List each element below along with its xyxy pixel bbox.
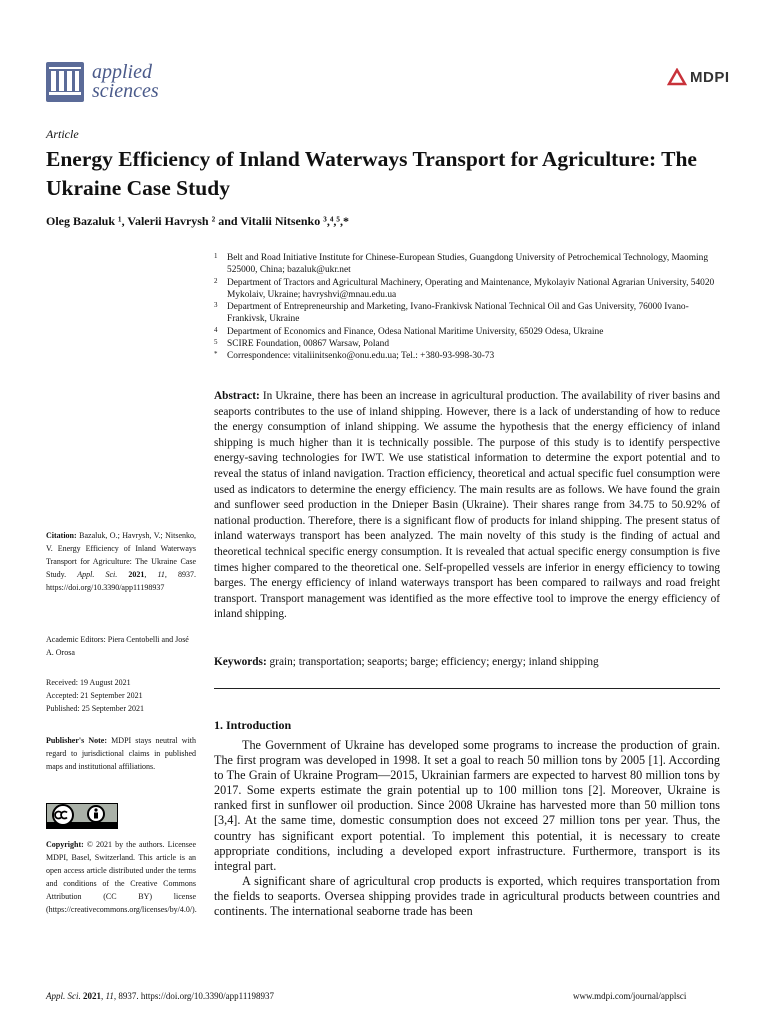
affiliation-item: [214, 301, 719, 326]
correspondence-item: [214, 350, 719, 362]
abstract-label: Abstract:: [214, 390, 260, 402]
affiliation-number: 4: [214, 325, 218, 334]
affiliation-item: [214, 252, 719, 277]
author-list: Oleg Bazaluk ¹, Valerii Havrysh ² and Vitalii Nitsenko ³,⁴,⁵,*: [46, 214, 350, 228]
copyright-block: [46, 838, 196, 916]
cc-by-badge[interactable]: [46, 803, 118, 834]
journal-name-line1: applied: [92, 61, 152, 83]
publisher-note: [46, 734, 196, 773]
publisher-note-text: MDPI stays neutral with regard to jurisdictional claims in published maps and institutional affiliations.: [46, 736, 197, 771]
citation-label: Citation:: [46, 531, 77, 540]
affiliation-number: 1: [214, 252, 218, 260]
accepted-date: Accepted: 21 September 2021: [46, 691, 143, 700]
affiliation-number: 3: [214, 301, 218, 310]
citation-year: 2021: [128, 570, 145, 579]
affiliation-number: 5: [214, 338, 218, 347]
journal-name-line2: sciences: [92, 80, 159, 102]
editors-names: Piera Centobelli and José A. Orosa: [46, 635, 189, 657]
section-heading: 1. Introduction: [214, 718, 292, 732]
publisher-logo: [667, 68, 730, 86]
footer-year: 2021: [83, 991, 101, 1001]
article-type: Article: [46, 127, 79, 141]
affiliation-number: *: [214, 350, 218, 359]
abstract-text: In Ukraine, there has been an increase in agricultural production. The availability of river basins and seaports contributes to the use of inland shipping. However, there is a lack of understanding of how to reduce the energy consumption of inland shipping. We assume the hypothesis that the energy efficiency of inland shipping is much higher than it is technically possible. The purpose of this study is to identify perspective energy-saving technologies for IWT. We use statistical information to determine the export potential and to reveal the status of inland navigation. Traction efficiency, theoretical and actual specific fuel consumption were used as indicators to determine the energy efficiency. The main results are as follows. We have found the grain and sunflower seed production in the Dnieper Basin (Ukraine). Their shares range from 34.75 to 50.92% of national production. Therefore, there is a significant flow of products for inland shipping. The present status of inland waterways transport has been analyzed. The main novelty of this study is the finding of actual and theoretical technical specific energy consumption. It is revealed that actual specific energy consumption is five times higher compared to the theoretical one. Self-propelled vessels are inferior in energy efficiency to towing barges. The energy efficiency of inland waterways transport has been compared to railways and road freight transport. Transport management was identified as the more effective tool to improve the energy efficiency of inland shipping.: [214, 390, 720, 621]
keywords: [214, 656, 720, 668]
affiliation-text: Department of Entrepreneurship and Marketing, Ivano-Frankivsk National Technical Oil and Gas University, 76000 Ivano-Frankivsk, Ukraine: [227, 302, 689, 325]
introduction-body: [214, 738, 720, 919]
journal-name: [92, 63, 159, 101]
affiliation-text: Department of Economics and Finance, Odesa National Maritime University, 65029 Odesa, Ukraine: [227, 326, 604, 337]
academic-editors: [46, 633, 196, 659]
affiliation-text: SCIRE Foundation, 00867 Warsaw, Poland: [227, 339, 390, 350]
footer-doi[interactable]: , 8937. https://doi.org/10.3390/app11198937: [113, 991, 275, 1001]
copyright-text: © 2021 by the authors. Licensee MDPI, Basel, Switzerland. This article is an open access article distributed under the terms and conditions of the Creative Commons Attribution (CC BY) license (https://creativecommons.org/licenses/by/4.0/).: [46, 840, 197, 914]
affiliation-item: [214, 338, 719, 350]
applied-sciences-logo-icon: [46, 62, 84, 102]
footer-journal-url[interactable]: www.mdpi.com/journal/applsci: [573, 991, 687, 1001]
affiliation-text: Belt and Road Initiative Institute for Chinese-European Studies, Guangdong University of Petrochemical Technology, Maoming 525000, China; bazaluk@ukr.net: [227, 253, 709, 276]
citation-text: Bazaluk, O.; Havrysh, V.; Nitsenko, V. Energy Efficiency of Inland Waterways Transport for Agriculture: The Ukraine Case Study.: [46, 531, 197, 579]
footer-volume: 11: [105, 991, 114, 1001]
affiliation-number: 2: [214, 276, 218, 285]
affiliation-item: [214, 326, 719, 338]
affiliation-text: Department of Tractors and Agricultural Machinery, Operating and Maintenance, Mykolayiv National Agrarian University, 54020 Mykolaiv, Ukraine; havryshvi@mnau.edu.ua: [227, 277, 715, 300]
abstract: [214, 389, 720, 623]
received-date: Received: 19 August 2021: [46, 678, 131, 687]
affiliation-item: [214, 277, 719, 302]
creative-commons-icon: [46, 803, 118, 829]
section-divider: [214, 688, 720, 689]
paragraph: A significant share of agricultural crop products is exported, which requires transportation from the fields to seaports. Oversea shipping provides trade in agricultural products between countries and continents. The international seaborne trade has been: [214, 873, 720, 919]
keywords-label: Keywords:: [214, 656, 267, 668]
publication-dates: [46, 676, 196, 715]
affiliations: [214, 252, 719, 363]
paragraph: The Government of Ukraine has developed some programs to increase the production of grain. The first program was developed in 1998. It set a goal to reach 50 million tons by 2005 [1]. According to The Grain of Ukraine Program—2015, Ukrainian farmers are expected to harvest 80 million tons by 2017. Some experts estimate the grain potential up to 100 million tons [2]. Moreover, Ukraine is ranked first in sunflower oil production. Since 2008 Ukraine has harvested more than 50 million tons [3,4]. At the same time, domestic consumption does not exceed 27 million tons per year. Thus, the country has significant export potential. To implement this potential, it is necessary to create appropriate conditions, including a developed export infrastructure. Furthermore, transport is its integral part.: [214, 738, 720, 873]
publisher-note-label: Publisher's Note:: [46, 736, 108, 745]
citation-doi[interactable]: , 8937. https://doi.org/10.3390/app11198937: [46, 570, 196, 592]
paper-title: Energy Efficiency of Inland Waterways Transport for Agriculture: The Ukraine Case Study: [46, 147, 697, 200]
correspondence-text: Correspondence: vitaliinitsenko@onu.edu.ua; Tel.: +380-93-998-30-73: [227, 351, 495, 362]
mdpi-logo-icon: [667, 68, 687, 86]
publisher-name: MDPI: [690, 68, 730, 86]
journal-logo: [46, 62, 159, 102]
keywords-text: grain; transportation; seaports; barge; efficiency; energy; inland shipping: [269, 656, 599, 668]
citation-volume: 11: [157, 570, 165, 579]
citation-journal: Appl. Sci.: [77, 570, 118, 579]
footer-journal: Appl. Sci.: [46, 991, 81, 1001]
footer-citation: Appl. Sci. 2021, 11, 8937. https://doi.org/10.3390/app11198937: [46, 991, 275, 1001]
copyright-label: Copyright:: [46, 840, 84, 849]
editors-label: Academic Editors:: [46, 635, 106, 644]
citation-block: Citation: Bazaluk, O.; Havrysh, V.; Nitsenko, V. Energy Efficiency of Inland Waterways Transport for Agriculture: The Ukraine Case Study. Appl. Sci. 2021, 11, 8937. https://doi.org/10.3390/app11198937: [46, 531, 197, 592]
published-date: Published: 25 September 2021: [46, 704, 144, 713]
